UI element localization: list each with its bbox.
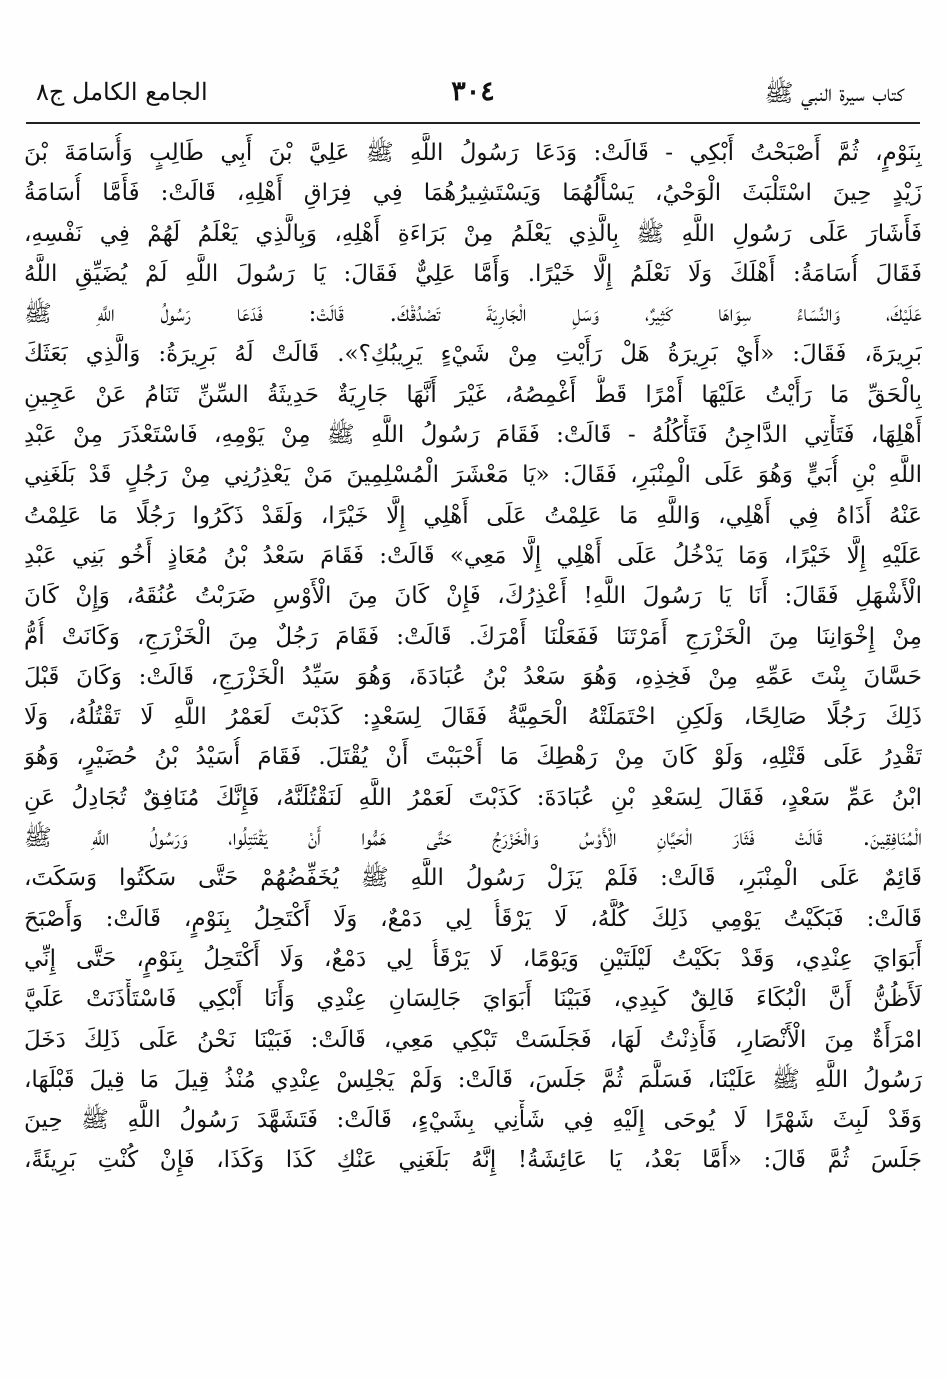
- book-title: كتاب سيرة النبي ﷺ: [764, 79, 904, 107]
- text-line: بِالْحَقِّ مَا رَأَيْتُ عَلَيْهَا أَمْرًا قَطُّ أَغْمِصُهُ، غَيْرَ أَنَّهَا جَارِيَةٌ حَدِيثَةُ السِّنِّ تَنَامُ عَنْ عَجِينِ: [24, 381, 922, 408]
- text-line: جَلَسَ ثُمَّ قَالَ: «أَمَّا بَعْدُ، يَا عَائِشَةُ! إِنَّهُ بَلَغَنِي عَنْكِ كَذَا وَكَذَا، فَإِنْ كُنْتِ بَرِيئَةً،: [24, 1147, 922, 1174]
- text-line: لَأَظُنُّ أَنَّ الْبُكَاءَ فَالِقٌ كَبِدِي، فَبَيْنَا أَبَوَايَ جَالِسَانِ عِنْدِي وَأَنَا أَبْكِي فَاسْتَأْذَنَتْ عَلَيَّ: [24, 986, 922, 1013]
- text-line: ابْنُ عَمِّ سَعْدٍ، فَقَالَ لِسَعْدِ بْنِ عُبَادَةَ: كَذَبْتَ لَعَمْرُ اللَّهِ لَنَقْتُلَنَّهُ، فَإِنَّكَ مُنَافِقٌ تُجَادِلُ عَنِ: [24, 784, 922, 811]
- text-line: زَيْدٍ حِينَ اسْتَلْبَثَ الْوَحْيُ، يَسْأَلُهُمَا وَيَسْتَشِيرُهُمَا فِي فِرَاقِ أَهْلِهِ، قَالَتْ: فَأَمَّا أُسَامَةُ: [24, 180, 922, 207]
- text-line: عَنْهُ أَذَاهُ فِي أَهْلِي، وَاللَّهِ مَا عَلِمْتُ عَلَى أَهْلِي إِلَّا خَيْرًا، وَلَقَدْ ذَكَرُوا رَجُلًا مَا عَلِمْتُ: [24, 502, 922, 529]
- page-number: ٣٠٤: [451, 76, 495, 107]
- text-line: الْأَشْهَلِ فَقَالَ: أَنَا يَا رَسُولَ اللَّهِ! أَعْذِرُكَ، فَإِنْ كَانَ مِنَ الْأَوْسِ ضَرَبْتُ عُنُقَهُ، وَإِنْ كَانَ: [24, 583, 922, 610]
- text-line: وَقَدْ لَبِثَ شَهْرًا لَا يُوحَى إِلَيْهِ فِي شَأْنِي بِشَيْءٍ، قَالَتْ: فَتَشَهَّدَ رَسُولُ اللَّهِ ﷺ حِينَ: [24, 1107, 922, 1134]
- text-line: بَرِيرَةَ، فَقَالَ: «أَيْ بَرِيرَةُ هَلْ رَأَيْتِ مِنْ شَيْءٍ يَرِيبُكِ؟». قَالَتْ لَهُ بَرِيرَةُ: وَالَّذِي بَعَثَكَ: [24, 341, 922, 368]
- text-line: مِنْ إِخْوَانِنَا مِنَ الْخَزْرَجِ أَمَرْتَنَا فَفَعَلْنَا أَمْرَكَ. قَالَتْ: فَقَامَ رَجُلٌ مِنَ الْخَزْرَجِ، وَكَانَتْ أُمُّ: [24, 623, 922, 650]
- text-line: امْرَأَةٌ مِنَ الْأَنْصَارِ، فَأَذِنْتُ لَهَا، فَجَلَسَتْ تَبْكِي مَعِي، قَالَتْ: فَبَيْنَا نَحْنُ عَلَى ذَلِكَ دَخَلَ: [24, 1026, 922, 1053]
- text-line: قَالَتْ: فَبَكَيْتُ يَوْمِي ذَلِكَ كُلَّهُ، لَا يَرْقَأُ لِي دَمْعٌ، وَلَا أَكْتَحِلُ بِنَوْمٍ، قَالَتْ: وَأَصْبَحَ: [24, 905, 922, 932]
- text-line: ذَلِكَ رَجُلًا صَالِحًا، وَلَكِنِ احْتَمَلَتْهُ الْحَمِيَّةُ فَقَالَ لِسَعْدٍ: كَذَبْتَ لَعَمْرُ اللَّهِ لَا تَقْتُلُهُ، وَلَا: [24, 704, 922, 731]
- text-line: [24, 1221, 922, 1261]
- volume-title: الجامع الكامل ج٨: [36, 78, 208, 106]
- text-line: [24, 1302, 922, 1342]
- text-line: اللَّهِ بْنِ أُبَيٍّ وَهُوَ عَلَى الْمِنْبَرِ، فَقَالَ: «يَا مَعْشَرَ الْمُسْلِمِينَ مَنْ يَعْذِرُنِي مِنْ رَجُلٍ قَدْ بَلَغَنِي: [24, 462, 922, 489]
- text-line: عَلَيْكَ، وَالنِّسَاءُ سِوَاهَا كَثِيرٌ، وَسَلِ الْجَارِيَةَ تَصْدُقْكَ. قَالَتْ: فَدَعَا رَسُولُ اللَّهِ ﷺ: [24, 301, 922, 328]
- text-line: أَهْلِهَا، فَتَأْتِي الدَّاجِنُ فَتَأْكُلُهُ - قَالَتْ: فَقَامَ رَسُولُ اللَّهِ ﷺ مِنْ يَوْمِهِ، فَاسْتَعْذَرَ مِنْ عَبْدِ: [24, 422, 922, 449]
- page-header: [26, 72, 920, 122]
- text-line: بِنَوْمٍ، ثُمَّ أَصْبَحْتُ أَبْكِي - قَالَتْ: وَدَعَا رَسُولُ اللَّهِ ﷺ عَلِيَّ بْنَ أَبِي طَالِبٍ وَأُسَامَةَ بْنَ: [24, 140, 922, 166]
- text-line: [24, 1261, 922, 1301]
- text-line: عَلَيْهِ إِلَّا خَيْرًا، وَمَا يَدْخُلُ عَلَى أَهْلِي إِلَّا مَعِي» قَالَتْ: فَقَامَ سَعْدُ بْنُ مُعَاذٍ أَخُو بَنِي عَبْدِ: [24, 542, 922, 569]
- text-line: أَبَوَايَ عِنْدِي، وَقَدْ بَكَيْتُ لَيْلَتَيْنِ وَيَوْمًا، لَا يَرْقَأُ لِي دَمْعٌ، وَلَا أَكْتَحِلُ بِنَوْمٍ، حَتَّى إِنِّي: [24, 945, 922, 972]
- text-line: [24, 1181, 922, 1221]
- body-text: [24, 133, 922, 1342]
- text-line: الْمُنَافِقِينَ. قَالَتْ فَثَارَ الْحَيَّانِ الْأَوْسُ وَالْخَزْرَجُ حَتَّى هَمُّوا أَنْ يَقْتَتِلُوا، وَرَسُولُ اللَّهِ ﷺ: [24, 825, 922, 852]
- text-line: حَسَّانَ بِنْتَ عَمِّهِ مِنْ فَخِذِهِ، وَهُوَ سَعْدُ بْنُ عُبَادَةَ، وَهُوَ سَيِّدُ الْخَزْرَجِ، قَالَتْ: وَكَانَ قَبْلَ: [24, 663, 922, 690]
- text-line: تَقْدِرُ عَلَى قَتْلِهِ، وَلَوْ كَانَ مِنْ رَهْطِكَ مَا أَحْبَبْتَ أَنْ يُقْتَلَ. فَقَامَ أُسَيْدُ بْنُ حُضَيْرٍ، وَهُوَ: [24, 744, 922, 771]
- text-line: فَأَشَارَ عَلَى رَسُولِ اللَّهِ ﷺ بِالَّذِي يَعْلَمُ مِنْ بَرَاءَةِ أَهْلِهِ، وَبِالَّذِي يَعْلَمُ لَهُمْ فِي نَفْسِهِ،: [24, 220, 922, 247]
- text-line: قَائِمٌ عَلَى الْمِنْبَرِ، قَالَتْ: فَلَمْ يَزَلْ رَسُولُ اللَّهِ ﷺ يُخَفِّضُهُمْ حَتَّى سَكَتُوا وَسَكَتَ،: [24, 865, 922, 892]
- header-divider: [26, 122, 920, 124]
- text-line: فَقَالَ أُسَامَةُ: أَهْلَكَ وَلَا نَعْلَمُ إِلَّا خَيْرًا. وَأَمَّا عَلِيٌّ فَقَالَ: يَا رَسُولَ اللَّهِ لَمْ يُضَيِّقِ اللَّهُ: [24, 260, 922, 287]
- text-line: رَسُولُ اللَّهِ ﷺ عَلَيْنَا، فَسَلَّمَ ثُمَّ جَلَسَ، قَالَتْ: وَلَمْ يَجْلِسْ عِنْدِي مُنْذُ قِيلَ مَا قِيلَ قَبْلَهَا،: [24, 1066, 922, 1093]
